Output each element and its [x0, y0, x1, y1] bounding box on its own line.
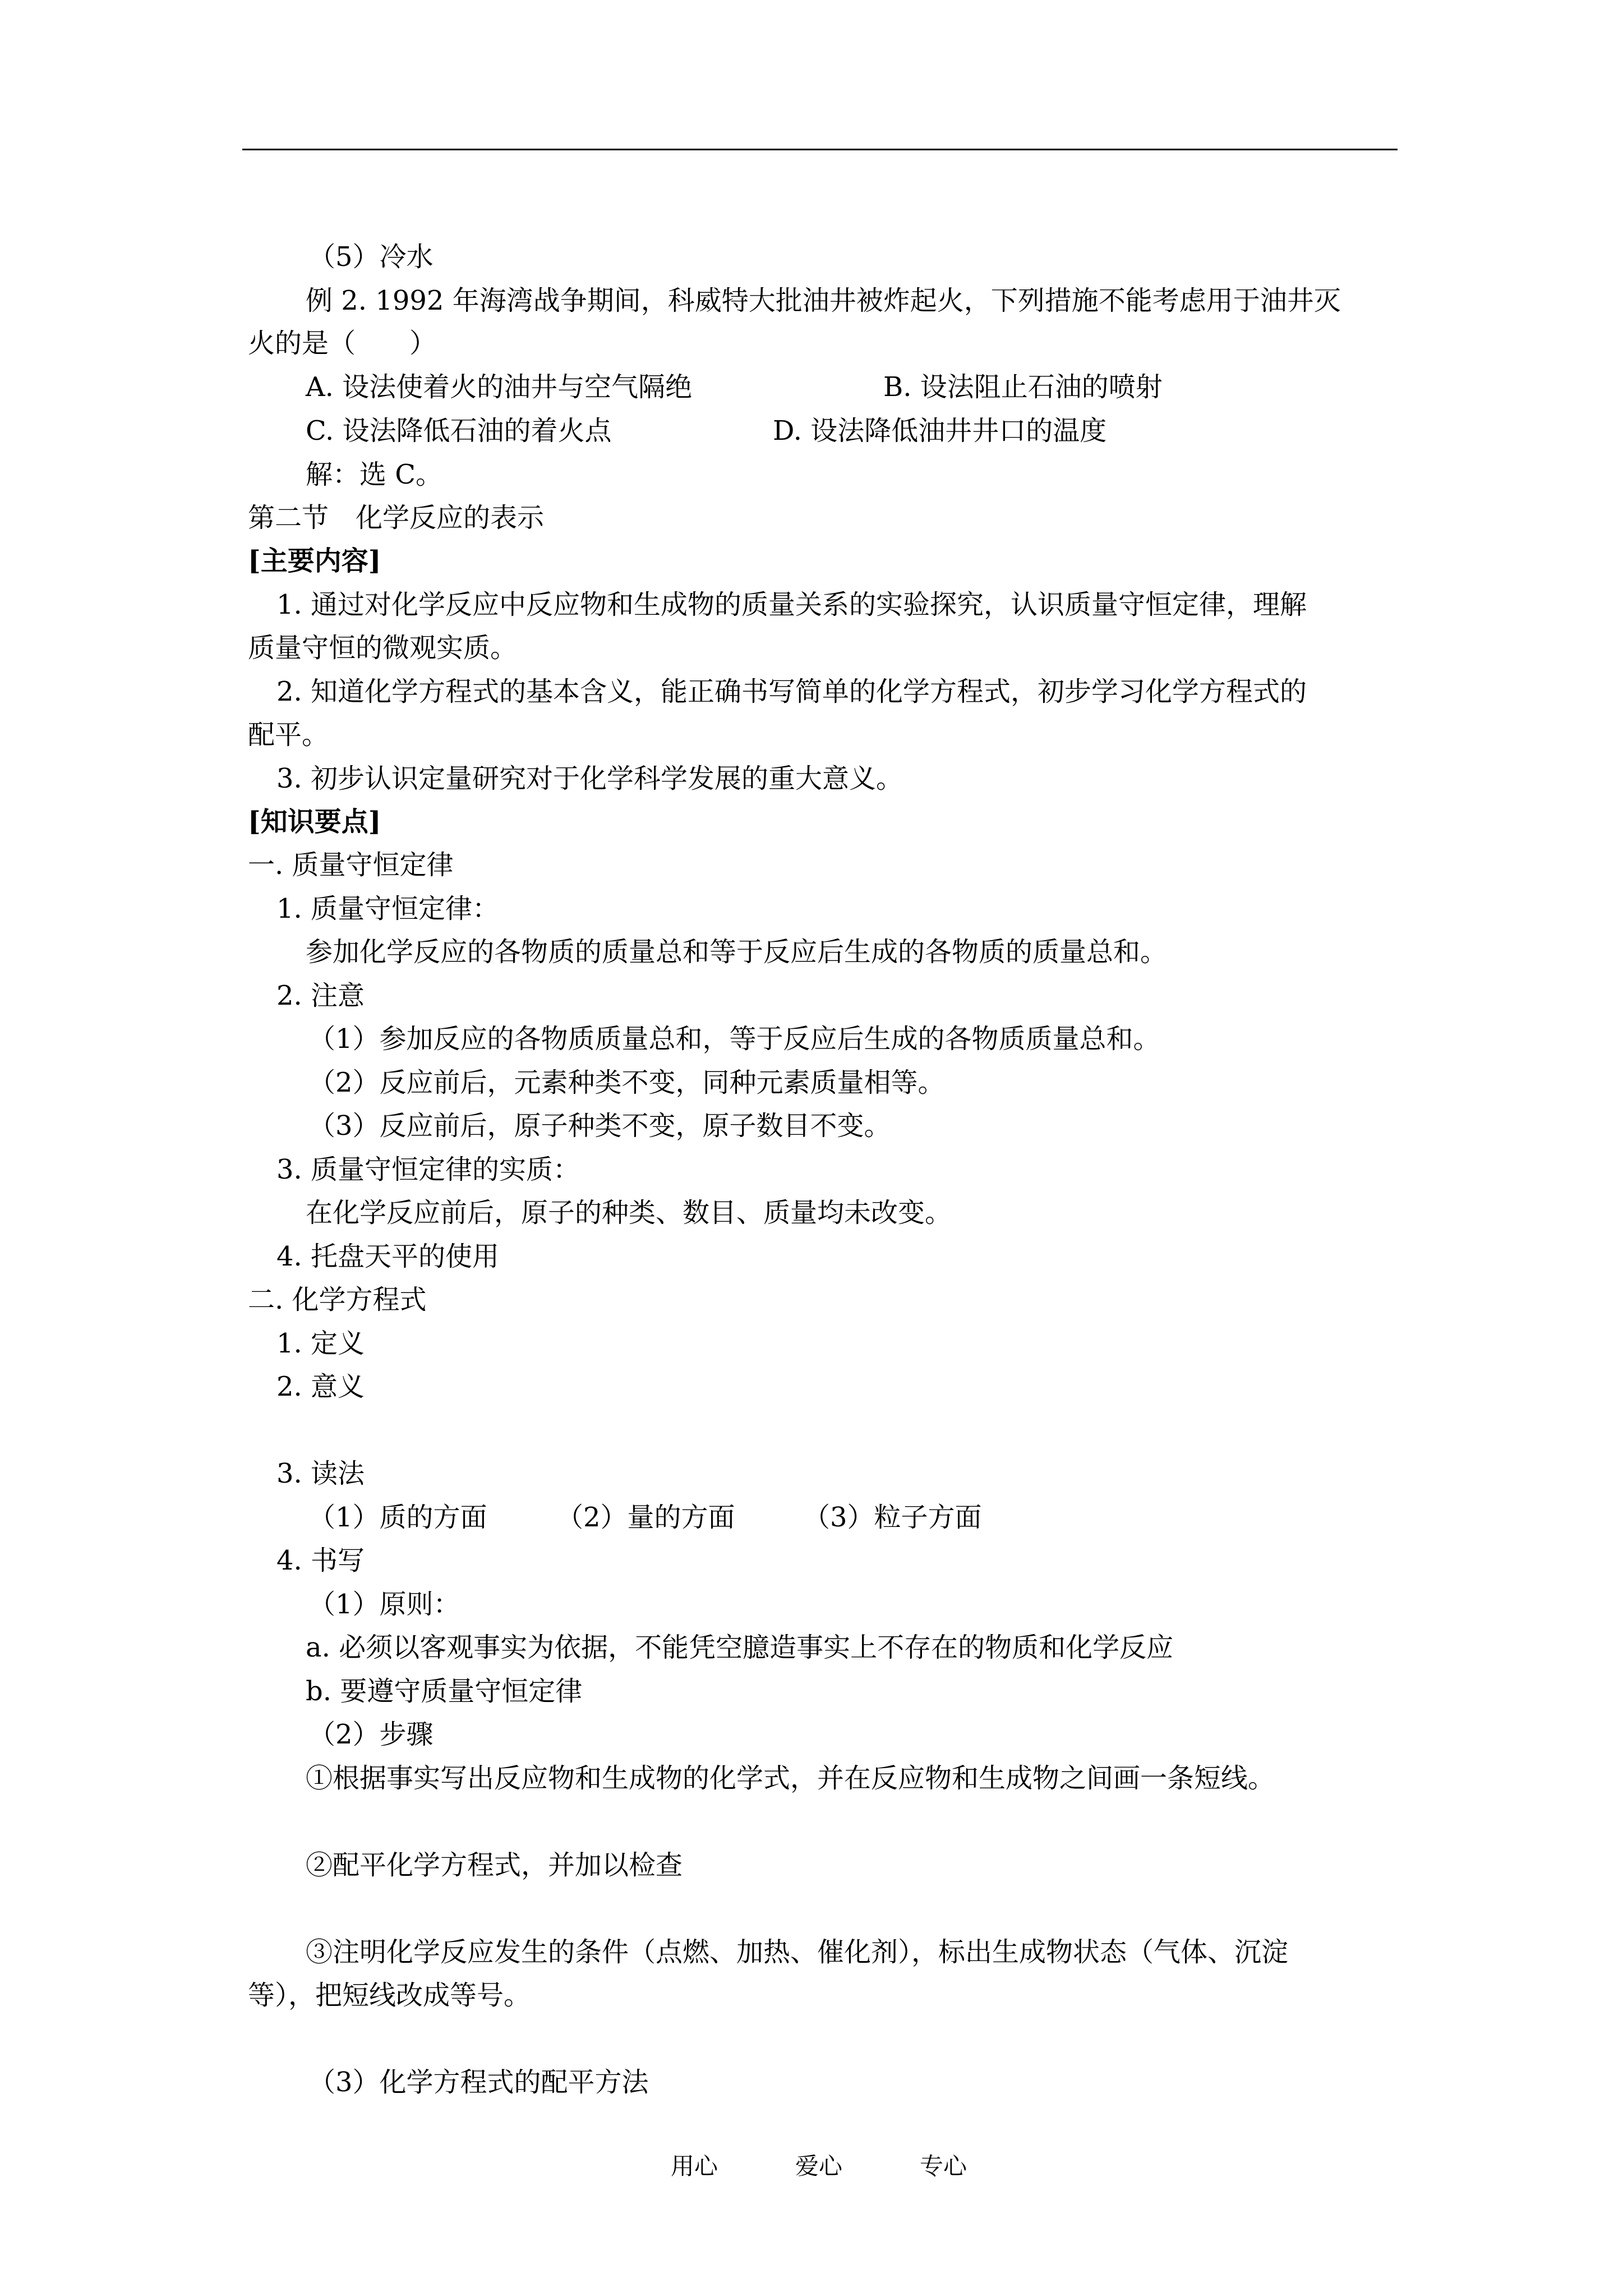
choice-c: C. 设法降低石油的着火点	[306, 415, 612, 447]
step-3-cont: 等），把短线改成等号。	[248, 1980, 531, 2011]
content-item-3: 3. 初步认识定量研究对于化学科学发展的重大意义。	[276, 763, 903, 794]
point-1-text: 参加化学反应的各物质的质量总和等于反应后生成的各物质的质量总和。	[306, 936, 1168, 968]
answer: 解：选 C。	[306, 459, 442, 490]
key-points-heading: [知识要点]	[248, 806, 381, 838]
eq-reading: 3. 读法	[276, 1458, 365, 1489]
heading-chemical-equation: 二. 化学方程式	[248, 1284, 427, 1315]
choice-d: D. 设法降低油井井口的温度	[773, 415, 1107, 447]
note-3: （3）反应前后，原子种类不变，原子数目不变。	[308, 1110, 891, 1142]
content-item-2-cont: 配平。	[248, 719, 329, 751]
reading-quality: （1）质的方面	[308, 1502, 487, 1533]
point-3: 3. 质量守恒定律的实质：	[276, 1154, 580, 1185]
example-2-question-cont: 火的是（ ）	[248, 328, 437, 359]
section-title: 第二节 化学反应的表示	[248, 502, 545, 533]
writing-steps: （2）步骤	[308, 1719, 434, 1750]
heading-mass-conservation: 一. 质量守恒定律	[248, 849, 454, 881]
content-item-1: 1. 通过对化学反应中反应物和生成物的质量关系的实验探究，认识质量守恒定律，理解	[276, 589, 1307, 620]
footer-text-2: 爱心	[795, 2152, 843, 2180]
eq-writing: 4. 书写	[276, 1545, 365, 1576]
principle-b: b. 要遵守质量守恒定律	[306, 1676, 583, 1707]
point-3-text: 在化学反应前后，原子的种类、数目、质量均未改变。	[306, 1197, 952, 1228]
step-1: ①根据事实写出反应物和生成物的化学式，并在反应物和生成物之间画一条短线。	[306, 1763, 1275, 1794]
eq-definition: 1. 定义	[276, 1328, 365, 1359]
point-2: 2. 注意	[276, 980, 365, 1011]
point-4: 4. 托盘天平的使用	[276, 1241, 500, 1272]
choice-b: B. 设法阻止石油的喷射	[883, 371, 1163, 403]
reading-particle: （3）粒子方面	[803, 1502, 982, 1533]
note-1: （1）参加反应的各物质质量总和，等于反应后生成的各物质质量总和。	[308, 1023, 1160, 1055]
example-2-question: 例 2. 1992 年海湾战争期间，科威特大批油井被炸起火，下列措施不能考虑用于油井灭	[306, 285, 1341, 316]
footer-text-3: 专心	[920, 2152, 967, 2180]
principle-a: a. 必须以客观事实为依据，不能凭空臆造事实上不存在的物质和化学反应	[306, 1632, 1174, 1663]
option-5: （5）冷水	[308, 241, 434, 273]
choice-a: A. 设法使着火的油井与空气隔绝	[306, 371, 693, 403]
note-2: （2）反应前后，元素种类不变，同种元素质量相等。	[308, 1067, 945, 1098]
content-item-1-cont: 质量守恒的微观实质。	[248, 632, 518, 664]
step-2: ②配平化学方程式，并加以检查	[306, 1849, 683, 1881]
content-item-2: 2. 知道化学方程式的基本含义，能正确书写简单的化学方程式，初步学习化学方程式的	[276, 676, 1307, 707]
balancing-methods: （3）化学方程式的配平方法	[308, 2067, 649, 2098]
eq-meaning: 2. 意义	[276, 1371, 365, 1402]
main-content-heading: [主要内容]	[248, 545, 381, 577]
header-rule	[242, 149, 1398, 150]
footer-text-1: 用心	[671, 2152, 718, 2180]
step-3: ③注明化学反应发生的条件（点燃、加热、催化剂），标出生成物状态（气体、沉淀	[306, 1936, 1289, 1968]
reading-quantity: （2）量的方面	[556, 1502, 735, 1533]
writing-principles: （1）原则：	[308, 1589, 460, 1620]
point-1: 1. 质量守恒定律：	[276, 893, 500, 924]
